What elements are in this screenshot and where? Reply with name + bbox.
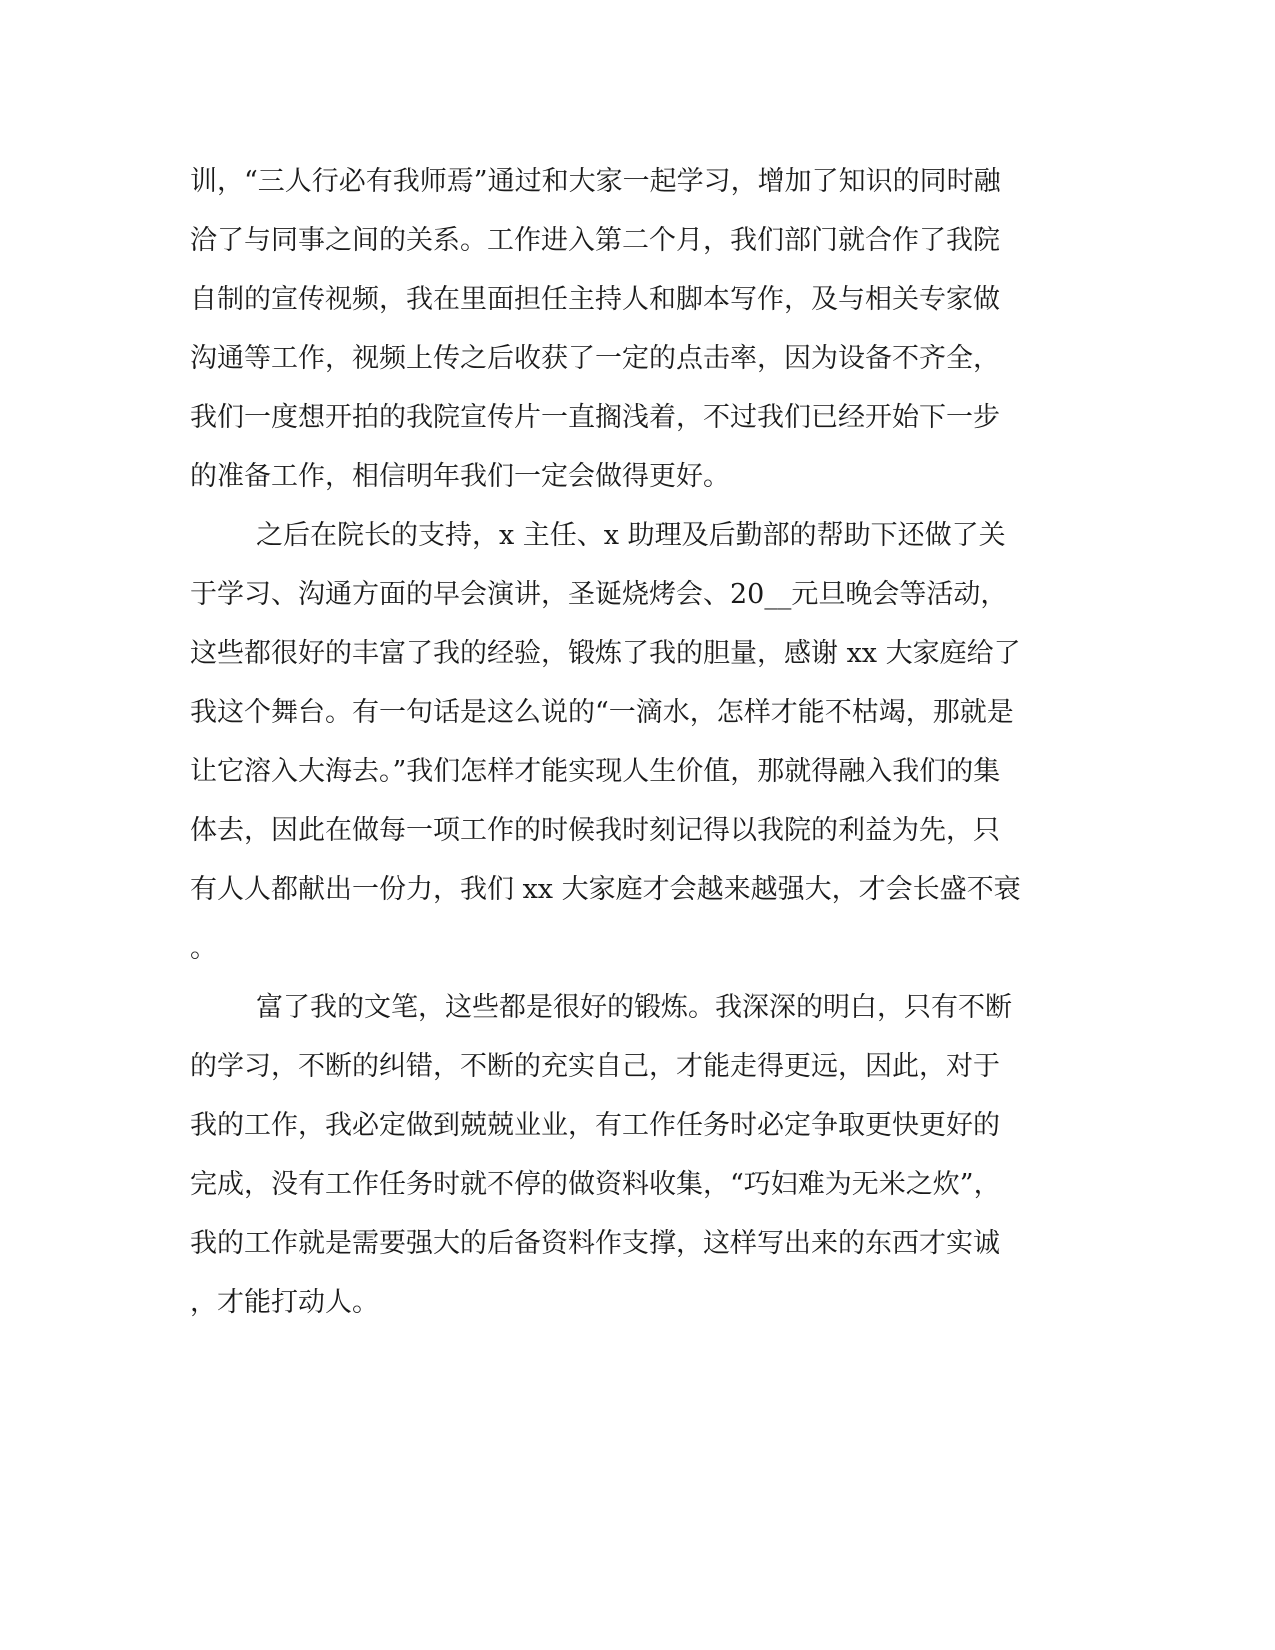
text-line: 训，“三人行必有我师焉”通过和大家一起学习，增加了知识的同时融 [190,166,1001,197]
text-line: 这些都很好的丰富了我的经验，锻炼了我的胆量，感谢 xx 大家庭给了 [190,638,1021,669]
text-line: 让它溶入大海去。”我们怎样才能实现人生价值，那就得融入我们的集 [190,756,1001,787]
text-line: 我的工作，我必定做到兢兢业业，有工作任务时必定争取更快更好的 [190,1110,1000,1141]
text-line: 于学习、沟通方面的早会演讲，圣诞烧烤会、20__元旦晚会等活动， [190,579,1008,610]
text-line: ，才能打动人。 [190,1287,379,1318]
text-line: 沟通等工作，视频上传之后收获了一定的点击率，因为设备不齐全， [190,343,1000,374]
text-line: 之后在院长的支持，x 主任、x 助理及后勤部的帮助下还做了关 [256,520,1006,551]
text-line: 体去，因此在做每一项工作的时候我时刻记得以我院的利益为先，只 [190,815,1000,846]
text-line: 我这个舞台。有一句话是这么说的“一滴水，怎样才能不枯竭，那就是 [190,697,1014,728]
text-line: 自制的宣传视频，我在里面担任主持人和脚本写作，及与相关专家做 [190,284,1000,315]
text-line: 完成，没有工作任务时就不停的做资料收集，“巧妇难为无米之炊”， [190,1169,1001,1200]
text-line: 的准备工作，相信明年我们一定会做得更好。 [190,461,730,492]
text-line: 的学习，不断的纠错，不断的充实自己，才能走得更远，因此，对于 [190,1051,1000,1082]
text-line: 洽了与同事之间的关系。工作进入第二个月，我们部门就合作了我院 [190,225,1000,256]
text-line: 富了我的文笔，这些都是很好的锻炼。我深深的明白，只有不断 [256,992,1012,1023]
text-line: 我的工作就是需要强大的后备资料作支撑，这样写出来的东西才实诚 [190,1228,1000,1259]
text-line: 有人人都献出一份力，我们 xx 大家庭才会越来越强大，才会长盛不衰 [190,874,1021,905]
text-line: 。 [190,933,217,964]
text-line: 我们一度想开拍的我院宣传片一直搁浅着，不过我们已经开始下一步 [190,402,1000,433]
